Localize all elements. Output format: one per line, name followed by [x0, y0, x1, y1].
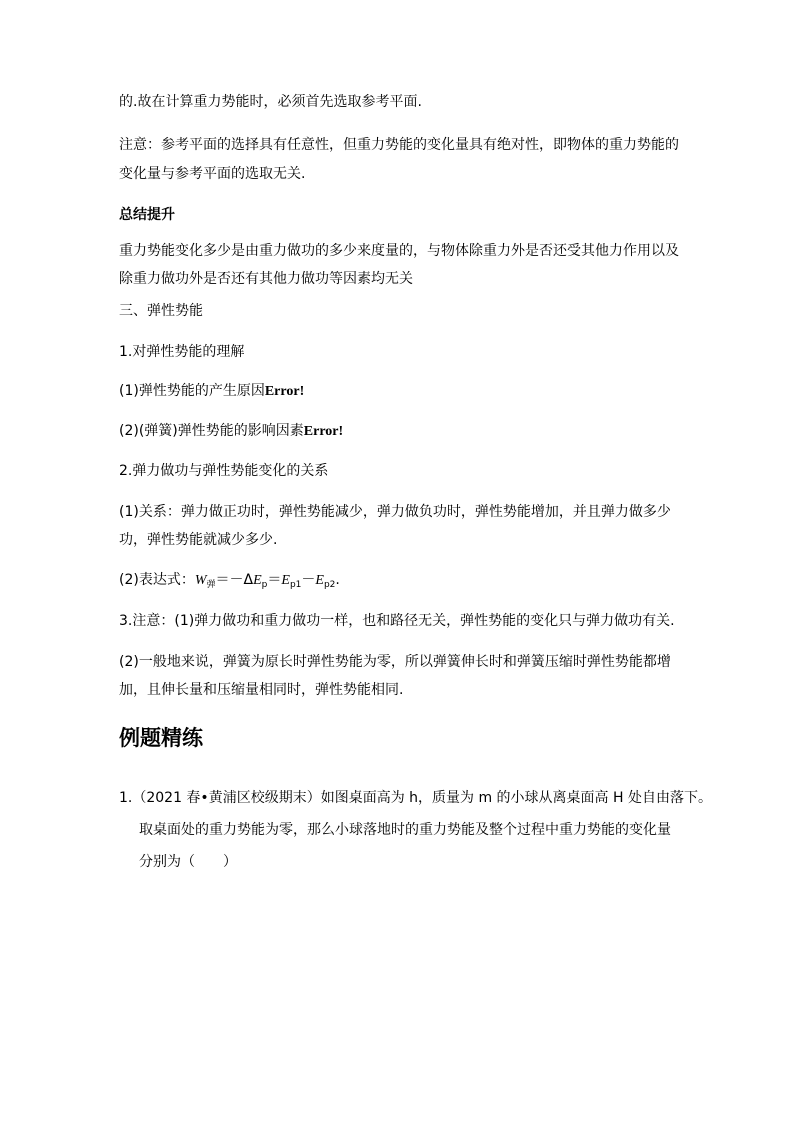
text-line: 除重力做功外是否还有其他力做功等因素均无关 [119, 271, 413, 287]
text-line: 的.故在计算重力势能时，必须首先选取参考平面. [119, 94, 422, 110]
formula-symbol: E [253, 573, 262, 588]
text-line: (1)关系：弹力做正功时，弹性势能减少，弹力做负功时，弹性势能增加，并且弹力做多少 [119, 504, 671, 520]
text-segment: (2)(弹簧)弹性势能的影响因素 [119, 423, 304, 439]
formula-subscript: p [261, 580, 268, 590]
text-line: 变化量与参考平面的选取无关. [119, 166, 306, 182]
formula-subscript: 弹 [206, 580, 216, 590]
formula-symbol: W [194, 573, 207, 588]
formula-subscript: p2 [323, 580, 336, 590]
text-line: (2)一般地来说，弹簧为原长时弹性势能为零，所以弹簧伸长时和弹簧压缩时弹性势能都增 [119, 654, 671, 670]
question-line: 1.（2021 春•黄浦区校级期末）如图桌面高为 h，质量为 m 的小球从离桌面高 H 处自由落下。 [119, 790, 712, 806]
formula-symbol: E [315, 573, 324, 588]
text-line: 3.注意：(1)弹力做功和重力做功一样，也和路径无关，弹性势能的变化只与弹力做功有关. [119, 613, 675, 629]
formula-operator: ＝－Δ [215, 572, 254, 588]
error-text: Error! [264, 384, 305, 399]
text-segment: (1)弹性势能的产生原因 [119, 383, 265, 399]
formula-symbol: E [281, 573, 290, 588]
text-line: 加，且伸长量和压缩量相同时，弹性势能相同. [119, 682, 404, 698]
text-line: 重力势能变化多少是由重力做功的多少来度量的，与物体除重力外是否还受其他力作用以及 [119, 243, 679, 259]
text-line: 功，弹性势能就减少多少. [119, 532, 278, 548]
formula-line [119, 571, 340, 594]
question-line: 取桌面处的重力势能为零，那么小球落地时的重力势能及整个过程中重力势能的变化量 [139, 822, 671, 838]
summary-heading: 总结提升 [119, 207, 175, 223]
formula-subscript: p1 [289, 580, 302, 590]
section-heading: 例题精练 [119, 726, 203, 750]
text-line: 1.对弹性势能的理解 [119, 344, 245, 360]
question-line: 分别为（ ） [139, 854, 237, 870]
text-line [119, 382, 304, 401]
text-line: 注意：参考平面的选择具有任意性，但重力势能的变化量具有绝对性，即物体的重力势能的 [119, 137, 679, 153]
text-segment: (2)表达式： [119, 572, 195, 588]
formula-operator: － [301, 572, 316, 588]
section-three-heading: 三、弹性势能 [119, 303, 203, 319]
formula-period: . [335, 572, 340, 588]
error-text: Error! [303, 424, 344, 439]
text-line: 2.弹力做功与弹性势能变化的关系 [119, 463, 329, 479]
formula-operator: ＝ [267, 572, 282, 588]
text-line [119, 422, 343, 441]
